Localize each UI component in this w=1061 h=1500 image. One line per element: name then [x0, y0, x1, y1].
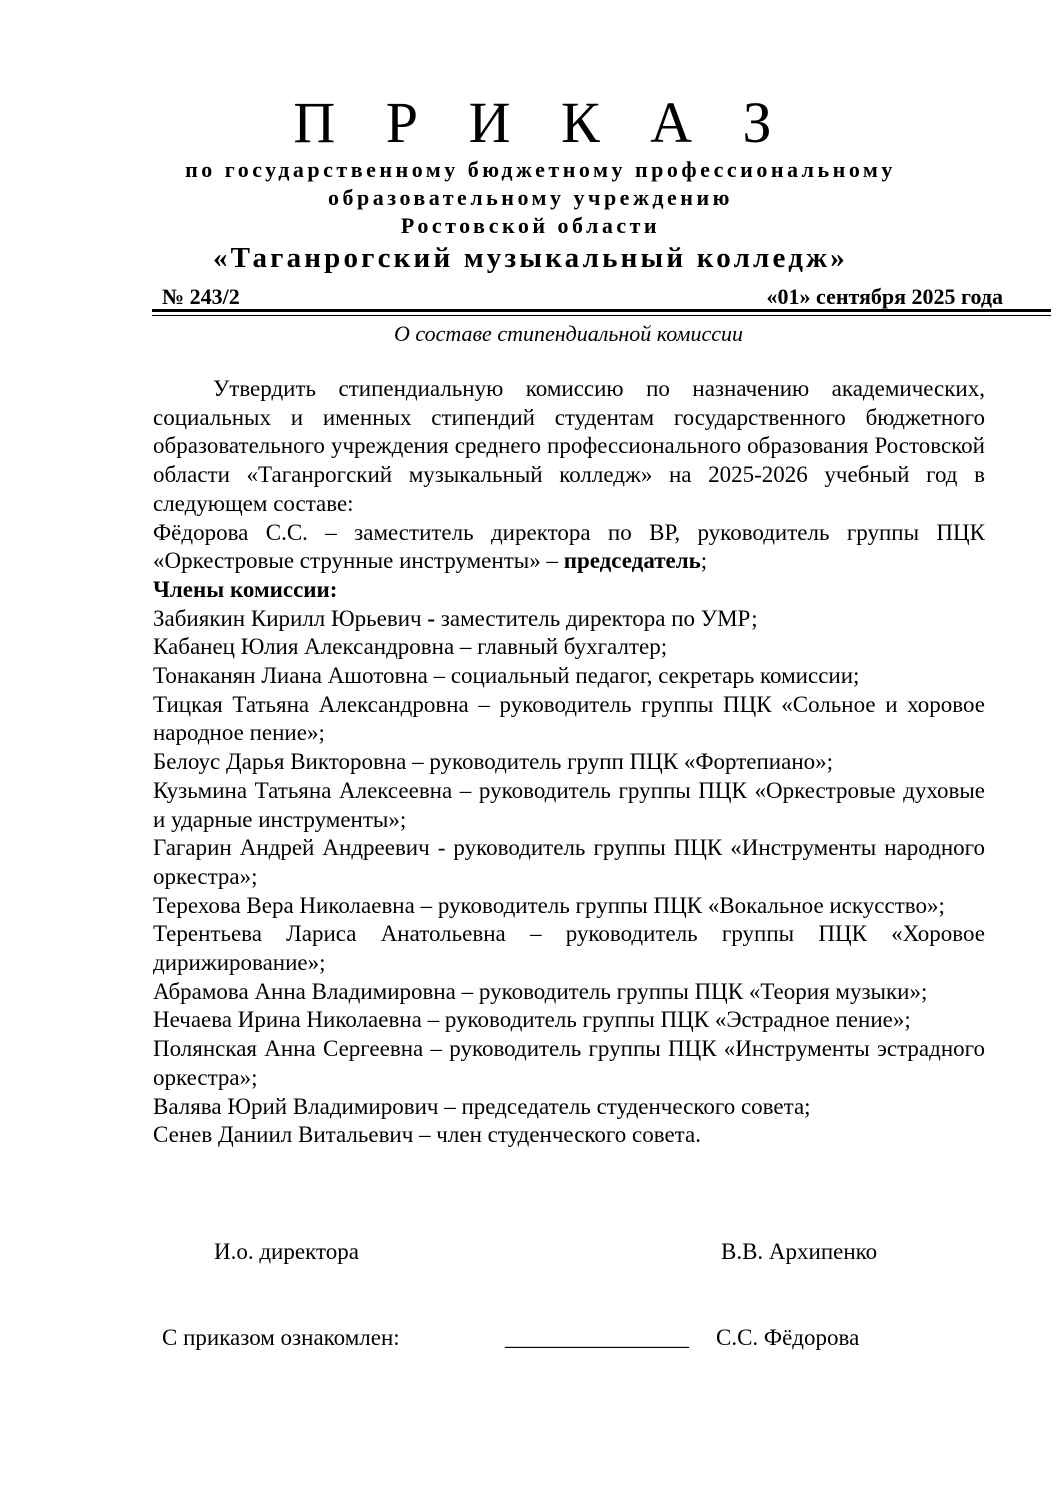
member-item: Тицкая Татьяна Александровна – руководитель группы ПЦК «Сольное и хоровое народное пение»; — [153, 691, 985, 746]
chair-text: Фёдорова С.С. – заместитель директора по ВР, руководитель группы ПЦК «Оркестровые струнные инструменты» – — [153, 519, 985, 574]
member-first: Забиякин Кирилл Юрьевич - заместитель директора по УМР; — [153, 605, 758, 631]
member-item: Терехова Вера Николаевна – руководитель группы ПЦК «Вокальное искусство»; — [153, 892, 945, 918]
ack-name: С.С. Фёдорова — [716, 1325, 860, 1350]
org-name: «Таганрогский музыкальный колледж» — [212, 242, 848, 274]
org-line-1: по государственному бюджетному профессиональному — [185, 157, 896, 182]
member-item: Терентьева Лариса Анатольевна – руководитель группы ПЦК «Хоровое дирижирование»; — [153, 921, 985, 976]
member-item: Валява Юрий Владимирович – председатель студенческого совета; — [153, 1093, 811, 1119]
order-number: № 243/2 — [162, 284, 240, 309]
document-title: П Р И К А З — [293, 90, 790, 155]
member-item: Полянская Анна Сергеевна – руководитель группы ПЦК «Инструменты эстрадного оркестра»; — [153, 1036, 985, 1090]
org-line-2: образовательному учреждению — [328, 185, 733, 210]
member-item: Абрамова Анна Владимировна – руководитель группы ПЦК «Теория музыки»; — [153, 978, 928, 1004]
director-name: В.В. Архипенко — [721, 1239, 878, 1264]
member-item: Белоус Дарья Викторовна – руководитель групп ПЦК «Фортепиано»; — [153, 749, 834, 775]
members-heading: Члены комиссии: — [153, 576, 338, 602]
intro-paragraph: Утвердить стипендиальную комиссию по назначению академических, социальных и именных стипендий студентам государственного бюджетного образовательного учреждения среднего профессионального образования Ростовской области «Таганрогский музыкальный колледж» на 2025-2026 учебный год в следующем составе: — [153, 376, 985, 516]
chair-role: председатель — [563, 548, 701, 574]
ack-label: С приказом ознакомлен: — [162, 1325, 400, 1350]
member-item: Кузьмина Татьяна Алексеевна – руководитель группы ПЦК «Оркестровые духовые и ударные инструменты»; — [153, 777, 985, 832]
order-body — [153, 375, 985, 1150]
director-title: И.о. директора — [214, 1239, 359, 1264]
member-item: Кабанец Юлия Александровна – главный бухгалтер; — [153, 634, 668, 660]
chair-end: ; — [700, 548, 708, 574]
member-item: Гагарин Андрей Андреевич - руководитель группы ПЦК «Инструменты народного оркестра»; — [153, 835, 985, 889]
order-subject: О составе стипендиальной комиссии — [393, 321, 743, 346]
member-item: Тонаканян Лиана Ашотовна – социальный педагог, секретарь комиссии; — [153, 663, 860, 689]
header-rule-thin — [152, 315, 1051, 316]
member-item: Сенев Даниил Витальевич – член студенческого совета. — [153, 1122, 701, 1148]
order-date: «01» сентября 2025 года — [766, 284, 1003, 309]
chair-paragraph — [153, 519, 985, 576]
ack-signature-line: ________________ — [505, 1325, 689, 1350]
header-rule-thick — [152, 309, 1051, 312]
org-line-3: Ростовской области — [400, 213, 661, 238]
member-item: Нечаева Ирина Николаевна – руководитель группы ПЦК «Эстрадное пение»; — [153, 1007, 911, 1033]
